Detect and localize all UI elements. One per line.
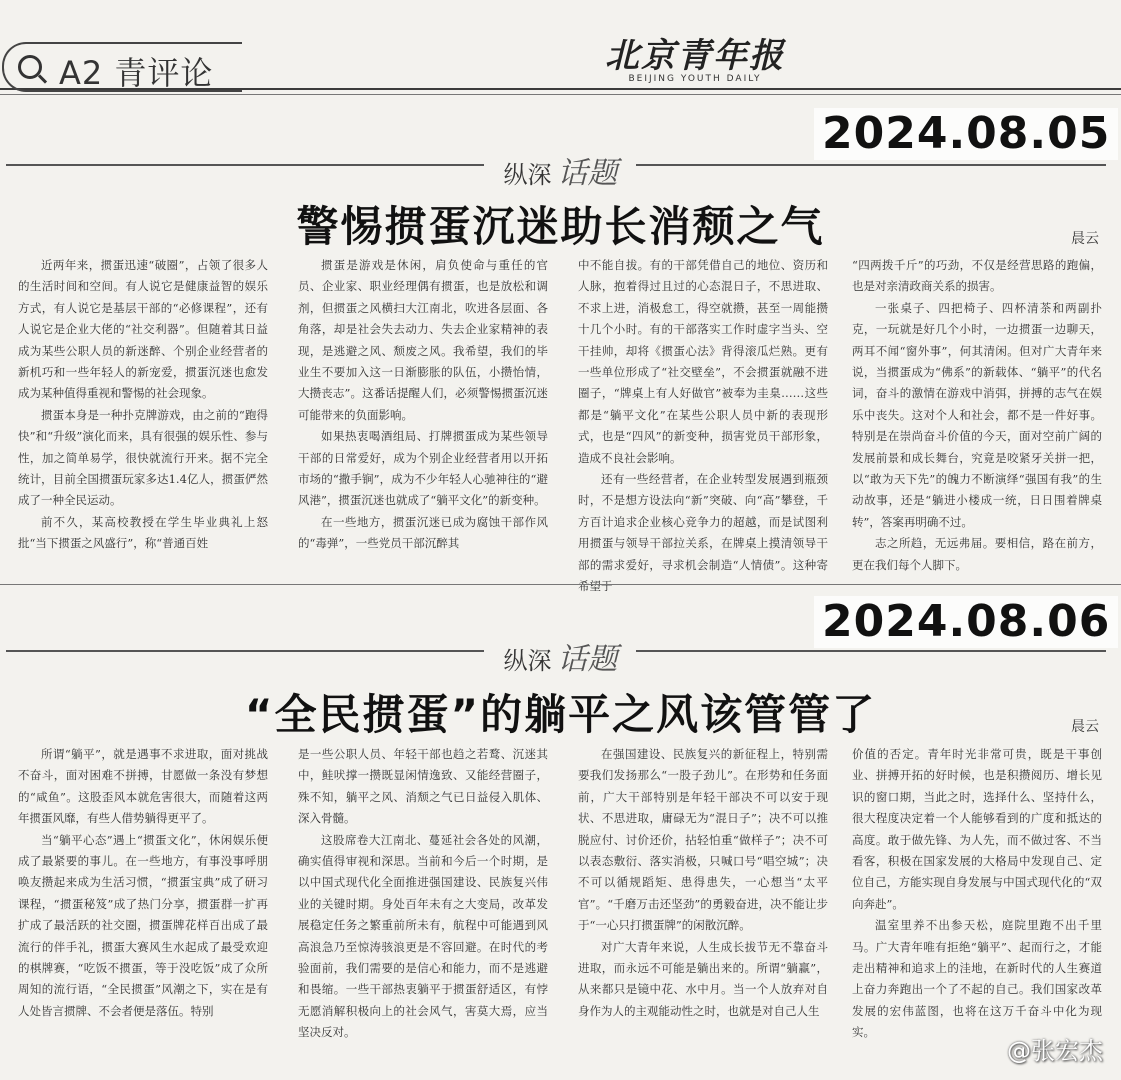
watermark: @张宏杰 <box>1007 1037 1103 1065</box>
article-headline: “全民掼蛋”的躺平之风该管管了 <box>244 690 877 739</box>
paragraph: 掼蛋是游戏是休闲，肩负使命与重任的官员、企业家、职业经理偶有掼蛋，也是放松和调剂，但掼蛋之风横扫大江南北，吹进各层面、各角落，却是社会失去动力、失去企业家精神的表现，是逃避之风、颓废之风。我希望，我们的毕业生不要加入这一日渐膨胀的队伍，小攒怡情，大攒丧志”。这番话提醒人们，必须警惕掼蛋沉迷可能带来的负面影响。 <box>298 258 548 422</box>
masthead-logo: 北京青年报 <box>605 36 785 76</box>
section-label: 纵深 话题 <box>503 642 618 677</box>
article-column <box>298 255 548 575</box>
section-head <box>0 144 1121 191</box>
paragraph: 温室里养不出参天松，庭院里跑不出千里马。广大青年唯有拒绝“躺平”、起而行之，才能走出精神和追求上的洼地，在新时代的人生赛道上奋力奔跑出一个了不起的自己。我们国家改革发展的宏伟蓝图，也将在这万千奋斗中化为现实。 <box>852 918 1102 1040</box>
paragraph: 中不能自拔。有的干部凭借自己的地位、资历和人脉，抱着得过且过的心态混日子，不思进取、不求上进，消极怠工，得空就攒，甚至一周能攒十几个小时。有的干部落实工作时虚字当头、空干挂帅，却将《掼蛋心法》背得滚瓜烂熟。更有一些单位形成了“社交壁垒”，不会掼蛋就融不进圈子，“牌桌上有人好做官”被奉为圭臬……这些都是“躺平文化”在某些公职人员中新的表现形式，也是“四风”的新变种，损害党员干部形象，造成不良社会影响。 <box>578 258 828 465</box>
paragraph: 所谓“躺平”，就是遇事不求进取，面对挑战不奋斗，面对困难不拼搏，甘愿做一条没有梦想的“咸鱼”。这股歪风本就危害很大，而随着这两年掼蛋风靡，有些人借势躺得更平了。 <box>18 747 268 826</box>
article-column <box>852 255 1102 575</box>
paragraph: 前不久，某高校教授在学生毕业典礼上怒批“当下掼蛋之风盛行”，称“普通百姓 <box>18 514 268 551</box>
masthead <box>600 36 790 84</box>
page-label: A2 青评论 <box>59 54 214 92</box>
article-column <box>298 744 548 1056</box>
paragraph: 志之所趋，无远弗届。要相信，路在前方，更在我们每个人脚下。 <box>852 536 1102 572</box>
section-head <box>0 630 1121 677</box>
header-divider <box>0 94 1121 95</box>
article-column <box>18 255 268 575</box>
article-column <box>578 255 828 594</box>
paragraph: “四两拨千斤”的巧劲，不仅是经营思路的跑偏，也是对亲清政商关系的损害。 <box>852 258 1102 294</box>
article-column <box>852 744 1102 1056</box>
article-byline: 晨云 <box>1071 231 1099 247</box>
page-tab[interactable] <box>2 42 242 92</box>
paragraph: 还有一些经营者，在企业转型发展遇到瓶颈时，不是想方设法向“新”突破、向“高”攀登，千方百计追求企业核心竞争力的超越，而是试图利用掼蛋与领导干部拉关系，在牌桌上摸清领导干部的需求爱好，寻求机会制造“人情债”。这种寄希望于 <box>578 472 828 594</box>
paragraph: 价值的否定。青年时光非常可贵，既是干事创业、拼搏开拓的好时候，也是积攒阅历、增长见识的窗口期，当此之时，选择什么、坚持什么，很大程度决定着一个人能够看到的广度和抵达的高度。敢于做先锋、为人先，而不做过客、不当看客，积极在国家发展的大格局中发现自己、定位自己，方能实现自身发展与中国式现代化的“双向奔赴”。 <box>852 747 1102 911</box>
article-divider <box>0 584 1121 585</box>
article-headline: 警惕掼蛋沉迷助长消颓之气 <box>296 202 825 251</box>
paragraph: 在强国建设、民族复兴的新征程上，特别需要我们发扬那么“一股子劲儿”。在形势和任务面前，广大干部特别是年轻干部决不可以安于现状、不思进取，庸碌无为“混日子”；决不可以推脱应付、讨价还价，拈轻怕重“做样子”；决不可以表态敷衍、落实消极，只喊口号“唱空城”；决不可以循规蹈矩、患得患失，一心想当“太平官”。“千磨万击还坚劲”的勇毅奋进，决不能让步于“一心只打掼蛋牌”的闲散沉醉。 <box>578 747 828 933</box>
paragraph: 对广大青年来说，人生成长拔节无不靠奋斗进取，而永远不可能是躺出来的。所谓“躺赢”，从来都只是镜中花、水中月。当一个人放弃对自身作为人的主观能动性之时，也就是对自己人生 <box>578 939 828 1018</box>
search-icon[interactable] <box>18 55 42 79</box>
paragraph: 在一些地方，掼蛋沉迷已成为腐蚀干部作风的“毒弹”，一些党员干部沉醉其 <box>298 514 548 551</box>
paragraph: 是一些公职人员、年轻干部也趋之若鹜、沉迷其中，鲑吠撑一攒既显闲情逸致、又能经营圈子，殊不知，躺平之风、消颓之气已日益侵入肌体、深入骨髓。 <box>298 747 548 826</box>
paragraph: 这股席卷大江南北、蔓延社会各处的风潮，确实值得审视和深思。当前和今后一个时期，是以中国式现代化全面推进强国建设、民族复兴伟业的关键时期。身处百年未有之大变局，改革发展稳定任务之繁重前所未有，航程中可能遇到风高浪急乃至惊涛骇浪更是不容回避。在时代的考验面前，我们需要的是信心和能力，而不是逃避和畏缩。一些干部热衷躺平于掼蛋舒适区，有悖无愿消解积极向上的社会风气，害莫大焉，应当坚决反对。 <box>298 832 548 1040</box>
masthead-subtitle: BEIJING YOUTH DAILY <box>628 74 762 84</box>
section-label: 纵深 话题 <box>503 156 618 191</box>
paragraph: 如果热衷喝酒组局、打牌掼蛋成为某些领导干部的日常爱好，成为个别企业经营者用以开拓市场的“撒手锏”，成为不少年轻人心驰神往的“避风港”，掼蛋沉迷也就成了“躺平文化”的新变种。 <box>298 429 548 508</box>
paragraph: 一张桌子、四把椅子、四杯清茶和两副扑克，一玩就是好几个小时，一边掼蛋一边聊天，两耳不闻“窗外事”，何其清闲。但对广大青年来说，当掼蛋成为“佛系”的新载体、“躺平”的代名词，奋斗的激情在游戏中消弭，拼搏的志气在娱乐中丧失。这对个人和社会，都不是一件好事。特别是在崇尚奋斗价值的今天，面对空前广阔的发展前景和成长舞台，究竟是咬紧牙关拼一把，以“敢为天下先”的魄力不断演绎“强国有我”的生动故事，还是“躺进小楼成一统，日日围着牌桌转”，答案再明确不过。 <box>852 300 1102 529</box>
date-stamp: 2024.08.05 <box>814 108 1118 160</box>
article-column <box>578 744 828 1056</box>
paragraph: 掼蛋本身是一种扑克牌游戏，由之前的“跑得快”和“升级”演化而来，具有很强的娱乐性、参与性，加之简单易学，很快就流行开来。据不完全统计，目前全国掼蛋玩家多达1.4亿人，掼蛋俨然成了一种全民运动。 <box>18 407 268 508</box>
date-stamp: 2024.08.06 <box>814 596 1118 648</box>
article-byline: 晨云 <box>1071 719 1099 735</box>
article-column <box>18 744 268 1056</box>
page-header <box>0 36 1121 90</box>
paragraph: 当“躺平心态”遇上“掼蛋文化”，休闲娱乐便成了最紧要的事儿。在一些地方，有事没事呼朋唤友攒起来成为生活习惯，“掼蛋宝典”成了研习课程，“掼蛋秘笈”成了热门分享，掼蛋群一扩再扩成了最活跃的社交圈，掼蛋牌花样百出成了最流行的伴手礼，掼蛋大赛风生水起成了最受欢迎的棋牌赛，“吃饭不掼蛋，等于没吃饭”成了众所周知的流行语，“全民掼蛋”风潮之下，实在是有人处皆言掼牌、不会者便是落伍。特别 <box>18 832 268 1018</box>
paragraph: 近两年来，掼蛋迅速“破圈”，占领了很多人的生活时间和空间。有人说它是健康益智的娱乐方式，有人说它是基层干部的“必修课程”，还有人说它是企业大佬的“社交利器”。但随着其日益成为某些公职人员的新迷醉、个别企业经营者的新机巧和一些年轻人的新宠爱，掼蛋沉迷也愈发成为某种值得重视和警惕的社会现象。 <box>18 258 268 401</box>
